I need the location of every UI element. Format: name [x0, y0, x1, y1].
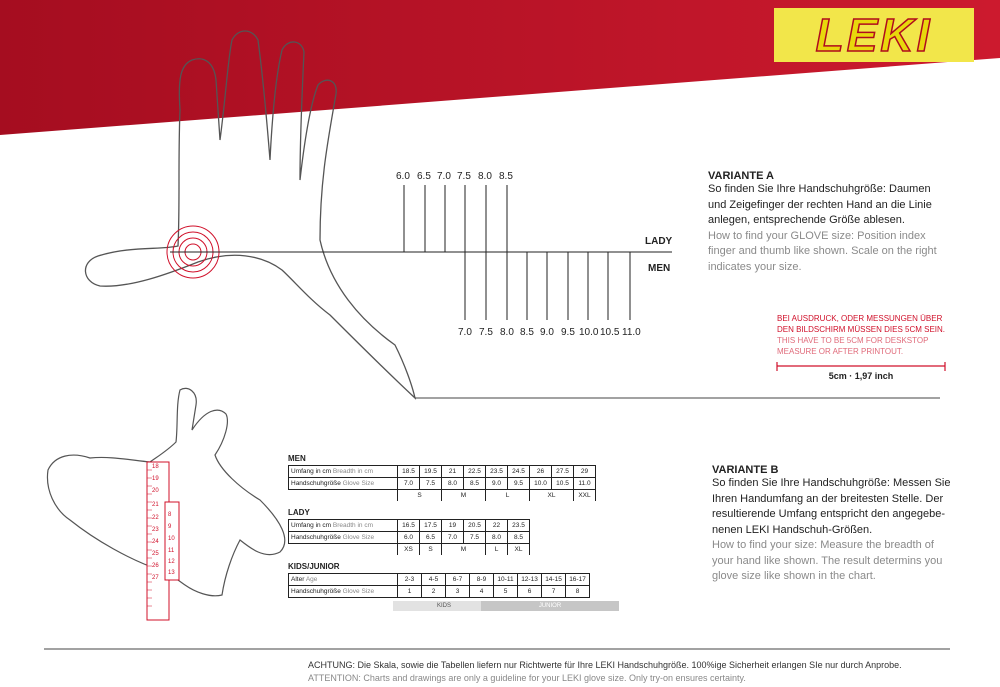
lady-scale-label: 6.5 — [417, 171, 431, 182]
lady-scale-label: 6.0 — [396, 171, 410, 182]
tape-number: 20 — [152, 488, 159, 494]
table-cell: 19.5 — [420, 466, 442, 478]
table-cell: 11.0 — [574, 478, 596, 490]
variant-b-text-en-3: glove size like shown in the chart. — [712, 570, 876, 582]
table-row — [289, 544, 530, 556]
table-cell — [289, 544, 398, 556]
table-cell: 17.5 — [420, 520, 442, 532]
variant-b-text-de-4: nenen LEKI Handschuh-Größen. — [712, 523, 873, 536]
men-label: MEN — [648, 263, 671, 274]
size-cell: XS — [398, 544, 420, 556]
size-cell: XL — [530, 490, 574, 502]
men-scale-label: 8.5 — [520, 327, 534, 338]
variant-a-text-de-1: So finden Sie Ihre Handschuhgröße: Daumen — [708, 183, 931, 195]
table-cell: 5 — [494, 586, 518, 598]
table-cell: 22.5 — [464, 466, 486, 478]
men-table — [288, 465, 596, 501]
men-scale-label: 7.0 — [458, 327, 472, 338]
lady-ticks — [404, 185, 507, 252]
table-cell: 20.5 — [464, 520, 486, 532]
lady-scale-label: 8.5 — [499, 171, 513, 182]
size-cell: L — [486, 490, 530, 502]
print-note-de-2: DEN BILDSCHIRM MÜSSEN DIES 5CM SEIN. — [777, 325, 946, 334]
table-cell: 10-11 — [494, 574, 518, 586]
table-cell: 22 — [486, 520, 508, 532]
lady-row1-label: Umfang in cm Breadth in cm — [289, 520, 398, 532]
men-scale-label: 8.0 — [500, 327, 514, 338]
variant-b-text-de-3: resultierende Umfang entspricht den angegebe- — [712, 508, 945, 520]
tape-number: 21 — [152, 502, 159, 508]
table-cell: 4 — [470, 586, 494, 598]
table-cell: 8 — [566, 586, 590, 598]
lady-scale-label: 7.0 — [437, 171, 451, 182]
table-cell: 14-15 — [542, 574, 566, 586]
table-cell: 8.5 — [508, 532, 530, 544]
tape-side-number: 12 — [168, 559, 175, 565]
print-note-en-2: MEASURE OR AFTER PRINTOUT. — [777, 347, 904, 356]
five-cm-label: 5cm · 1,97 inch — [828, 371, 894, 381]
table-cell: 16-17 — [566, 574, 590, 586]
variant-b-text-en-2: your hand like shown. The result determins you — [712, 554, 943, 567]
print-note — [777, 313, 997, 357]
table-cell: 24.5 — [508, 466, 530, 478]
men-row2-label: Handschuhgröße Glove Size — [289, 478, 398, 490]
tape-number: 19 — [152, 476, 159, 482]
table-cell: 7.0 — [442, 532, 464, 544]
size-cell: M — [442, 544, 486, 556]
lady-table-title: LADY — [288, 508, 310, 517]
footer-disclaimer-en: ATTENTION: Charts and drawings are only a guideline for your LEKI glove size. Only try-on ensures certainty. — [308, 673, 746, 683]
size-cell: XL — [508, 544, 530, 556]
men-table-title: MEN — [288, 454, 306, 463]
men-scale-label: 10.5 — [600, 327, 620, 338]
table-cell: 9.0 — [486, 478, 508, 490]
tape-side-number: 9 — [168, 524, 172, 530]
table-row — [289, 466, 596, 478]
table-cell: 6.5 — [420, 532, 442, 544]
table-cell: 7.5 — [420, 478, 442, 490]
size-cell: S — [398, 490, 442, 502]
variant-a-block — [708, 170, 998, 275]
tape-number: 18 — [152, 464, 159, 470]
men-ticks — [465, 252, 630, 320]
lady-scale-label: 7.5 — [457, 171, 471, 182]
variant-a-text-en-2: finger and thumb like shown. Scale on the right — [708, 245, 937, 257]
table-cell: 8.5 — [464, 478, 486, 490]
men-scale-label: 9.5 — [561, 327, 575, 338]
table-cell: 6.0 — [398, 532, 420, 544]
kids-row2-label: Handschuhgröße Glove Size — [289, 586, 398, 598]
table-cell: 10.0 — [530, 478, 552, 490]
tape-number: 26 — [152, 563, 159, 569]
size-cell: L — [486, 544, 508, 556]
table-cell: 18.5 — [398, 466, 420, 478]
variant-b-text-de-1: So finden Sie Ihre Handschuhgröße: Messen Sie — [712, 477, 951, 489]
lady-label: LADY — [645, 236, 673, 247]
five-cm-measure — [777, 362, 945, 371]
table-cell: 23.5 — [486, 466, 508, 478]
variant-a-text-de-3: anlegen, entsprechende Größe ablesen. — [708, 214, 905, 226]
tape-side-number: 8 — [168, 512, 172, 518]
table-cell — [289, 490, 398, 502]
table-cell: 7 — [542, 586, 566, 598]
table-cell: 2-3 — [398, 574, 422, 586]
lady-row2-label: Handschuhgröße Glove Size — [289, 532, 398, 544]
tape-side-number: 10 — [168, 536, 175, 542]
tape-side-number: 13 — [168, 570, 175, 576]
tape-number: 27 — [152, 575, 159, 581]
lady-scale-label: 8.0 — [478, 171, 492, 182]
table-cell: 9.5 — [508, 478, 530, 490]
kids-group-bar: KIDS — [393, 601, 495, 611]
variant-b-title: VARIANTE B — [712, 464, 779, 476]
footer-disclaimer-de: ACHTUNG: Die Skala, sowie die Tabellen liefern nur Richtwerte für Ihre LEKI Handschuhgröße. 100%ige Sicherheit erlangen SIe nur durch Anprobe. — [308, 660, 902, 670]
table-row — [289, 520, 530, 532]
tape-side-number: 11 — [168, 548, 175, 554]
table-row — [289, 490, 596, 502]
table-cell: 8.0 — [486, 532, 508, 544]
table-cell: 19 — [442, 520, 464, 532]
kids-table — [288, 573, 590, 598]
size-cell: XXL — [574, 490, 596, 502]
variant-a-text-en-1: How to find your GLOVE size: Position index — [708, 229, 926, 242]
men-row1-label: Umfang in cm Breadth in cm — [289, 466, 398, 478]
hand-outline-a — [85, 31, 415, 398]
table-cell: 12-13 — [518, 574, 542, 586]
print-note-de-1: BEI AUSDRUCK, ODER MESSUNGEN ÜBER — [777, 314, 943, 323]
men-scale-label: 7.5 — [479, 327, 493, 338]
variant-a-text-de-2: und Zeigefinger der rechten Hand an die Linie — [708, 198, 932, 211]
men-scale-label: 10.0 — [579, 327, 599, 338]
table-cell: 29 — [574, 466, 596, 478]
variant-b-text-de-2: Ihren Handumfang an der breitesten Stelle. Der — [712, 492, 944, 505]
table-row — [289, 478, 596, 490]
table-row — [289, 586, 590, 598]
table-cell: 4-5 — [422, 574, 446, 586]
table-cell: 26 — [530, 466, 552, 478]
men-scale-label: 9.0 — [540, 327, 554, 338]
variant-a-title: VARIANTE A — [708, 170, 774, 182]
table-cell: 8.0 — [442, 478, 464, 490]
table-cell: 2 — [422, 586, 446, 598]
table-row — [289, 574, 590, 586]
tape-number: 23 — [152, 527, 159, 533]
logo-text: LEKI — [815, 9, 933, 61]
table-cell: 27.5 — [552, 466, 574, 478]
kids-table-title: KIDS/JUNIOR — [288, 562, 340, 571]
table-cell: 10.5 — [552, 478, 574, 490]
junior-group-bar: JUNIOR — [481, 601, 619, 611]
tape-number: 24 — [152, 539, 159, 545]
tape-number: 22 — [152, 515, 159, 521]
tape-number: 25 — [152, 551, 159, 557]
print-note-en-1: THIS HAVE TO BE 5CM FOR DESKSTOP — [777, 336, 929, 345]
table-cell: 3 — [446, 586, 470, 598]
kids-row1-label: Alter Age — [289, 574, 398, 586]
table-cell: 8-9 — [470, 574, 494, 586]
lady-table — [288, 519, 530, 555]
table-cell: 7.0 — [398, 478, 420, 490]
variant-b-text-en-1: How to find your size: Measure the breadth of — [712, 539, 934, 551]
table-cell: 23.5 — [508, 520, 530, 532]
table-cell: 21 — [442, 466, 464, 478]
variant-b-block — [712, 464, 998, 585]
size-cell: S — [420, 544, 442, 556]
table-cell: 7.5 — [464, 532, 486, 544]
variant-a-text-en-3: indicates your size. — [708, 260, 802, 273]
men-scale-label: 11.0 — [622, 327, 641, 338]
size-cell: M — [442, 490, 486, 502]
table-row — [289, 532, 530, 544]
table-cell: 1 — [398, 586, 422, 598]
table-cell: 6 — [518, 586, 542, 598]
table-cell: 6-7 — [446, 574, 470, 586]
table-cell: 16.5 — [398, 520, 420, 532]
